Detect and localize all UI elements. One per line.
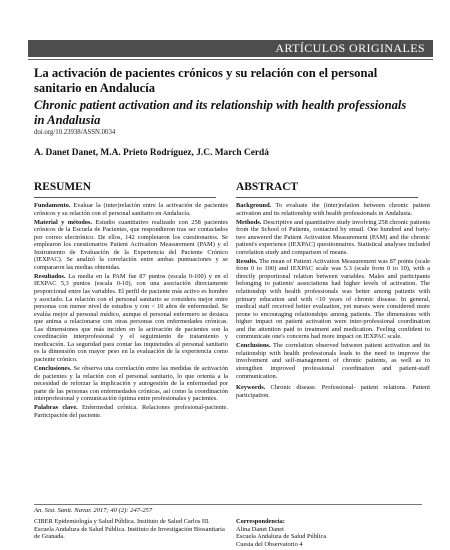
abstract-keywords: Keywords. Chronic disease. Professional- patient relations. Patient participation.	[236, 384, 430, 399]
footer-divider	[34, 504, 422, 505]
resumen-paragraph: Material y métodos. Estudio cuantitativo realizado con 258 pacientes crónicos de la Escuela de Pacientes, que respondieron tras ser contactados por correo electrónico. De ellos, 142 completaron los cuestionarios. Se emplearon los cuestionarios Patient Activation Measurement (PAM) y el Instrumento de Evaluación de la Experiencia del Paciente Crónico (IEXPAC). Se analizó la correlación entre ambas puntuaciones y se compararon las medias obtenidas.	[34, 218, 228, 271]
abstract-heading: ABSTRACT	[236, 181, 418, 198]
header-divider	[28, 59, 433, 60]
resumen-keywords: Palabras clave. Enfermedad crónica. Relaciones profesional-paciente. Participación del paciente.	[34, 404, 228, 419]
correspondence-line: Alina Danet Danet	[236, 525, 284, 533]
correspondence-line: Escuela Andaluza de Salud Pública	[236, 533, 327, 541]
journal-citation: An. Sist. Sanit. Navar. 2017; 40 (2): 247-257	[34, 507, 153, 514]
section-header-bar	[28, 40, 433, 57]
resumen-paragraph: Conclusiones. Se observa una correlación entre las medidas de activación de pacientes y la relación con el personal sanitario, lo que orienta a la necesidad de reforzar la implicación y autogestión de la enfermedad por parte de las personas con enfermedades crónicas, así como la coordinación interprofesional y comunicación óptima entre profesionales y pacientes.	[34, 364, 228, 403]
abstract-paragraph: Background. To evaluate the (inter)relation between chronic patient activation and its relationship with health professionals in Andalusia.	[236, 202, 430, 217]
resumen-heading: RESUMEN	[34, 181, 216, 198]
resumen-paragraph: Resultados. La media en la PAM fue 87 puntos (escala 0-100) y en el IEXPAC 5,3 puntos (escala 0-10), con una asociación directamente proporcional entre las variables. El perfil de paciente más activo es hombre y asociado. La relación con el personal sanitario se considera mejor entre personas con menor nivel de estudios y con < 10 años de enfermedad. Se evalúa mejor al personal médico, aunque el personal enfermero se destaca que anima a relacionarse con otras personas con enfermedades crónicas. Las dimensiones que más inciden en la activación de pacientes son la coordinación interprofesional y el seguimiento de tratamiento y medicación. La seguridad para contar las inquietudes al personal sanitario es la dimensión con mayor peso en la evaluación de la experiencia como paciente crónico.	[34, 272, 228, 363]
correspondence-block	[236, 518, 426, 548]
author-affiliation: CIBER Epidemiología y Salud Pública. Instituto de Salud Carlos III. Escuela Andaluza de Salud Pública. Instituto de Investigación Biosanitaria de Granada.	[34, 518, 225, 541]
section-label: ARTÍCULOS ORIGINALES	[275, 41, 425, 55]
correspondence-line: Cuesta del Observatorio 4	[236, 540, 303, 548]
title-english: Chronic patient activation and its relationship with health professionals in Andalusia	[34, 98, 407, 127]
resumen-column	[34, 181, 228, 421]
authors: A. Danet Danet, M.A. Prieto Rodríguez, J.C. March Cerdá	[34, 148, 269, 158]
abstract-paragraph: Conclusions. The correlation observed between patient activation and its relationship with health professionals leads to the need to improve the involvement and self-management of chronic patients, as well as to strengthen improved professional coordination and patient-staff communication.	[236, 342, 430, 380]
doi-link[interactable]: doi.org/10.23938/ASSN.0034	[34, 129, 116, 136]
resumen-paragraph: Fundamento. Evaluar la (inter)relación entre la activación de pacientes crónicos y su relación con el personal sanitario en Andalucía.	[34, 202, 228, 217]
abstract-column	[236, 181, 430, 401]
abstract-paragraph: Methods. Descriptive and quantitative study involving 258 chronic patients from the School of Patients, contacted by email. One hundred and forty-two answered the Patient Activation Measurement (PAM) and the chronic patient's experience (IEXPAC) questionnaires. Statistical analyses included correlation study and comparison of means.	[236, 218, 430, 256]
title-spanish: La activación de pacientes crónicos y su relación con el personal sanitario en Andalucía	[34, 66, 378, 95]
correspondence-title: Correspondencia:	[236, 518, 285, 525]
abstract-paragraph: Results. The mean of Patient Activation Measurement was 87 points (scale from 0 to 100) and IEXPAC scale was 5.3 (scale from 0 to 10), with a directly proportional relation between variables. Males and participants belonging to patients' associations had higher levels of activation. The relationship with health professionals was better among patients with primary education and with <10 years of chronic disease. In general, medical staff received better evaluation, yet nurses were considered more prone to encouraging relationships among patients. The dimensions with higher impact on patient activation were inter-professional coordination and the attention paid to treatment and medication. Feeling confident to communicate one's concerns had more impact on IEXPAC scale.	[236, 257, 430, 341]
